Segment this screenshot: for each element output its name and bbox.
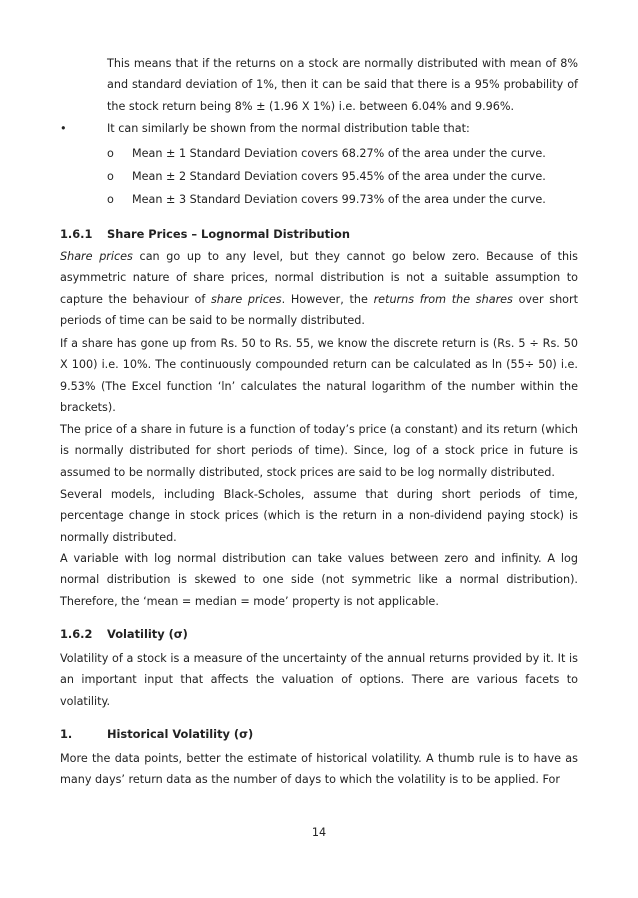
section-161-paragraph-5: A variable with log normal distribution can take values between zero and infinity. A log normal distribution is skewed to one side (not symmetric like a normal distribution). Therefore, the ‘mean = median = mode’ property is not applicable. bbox=[60, 552, 578, 608]
sub-bullet-text: Mean ± 1 Standard Deviation covers 68.27% of the area under the curve. bbox=[132, 147, 546, 160]
section-number: 1.6.2 bbox=[60, 627, 93, 641]
section-162-paragraph: Volatility of a stock is a measure of the uncertainty of the annual returns provided by it. It is an important input that affects the valuation of options. There are various facets to volatility. bbox=[60, 652, 578, 708]
section-1-paragraph: More the data points, better the estimate of historical volatility. A thumb rule is to have as many days’ return data as the number of days to which the volatility is to be applied. For bbox=[60, 752, 578, 787]
intro-paragraph: This means that if the returns on a stock are normally distributed with mean of 8% and standard deviation of 1%, then it can be said that there is a 95% probability of the stock return being 8% ± (1.96 X 1%) i.e. between 6.04% and 9.96%. bbox=[107, 57, 578, 113]
bullet-symbol: • bbox=[60, 122, 67, 135]
sub-bullet-text: Mean ± 2 Standard Deviation covers 95.45% of the area under the curve. bbox=[132, 170, 546, 183]
sub-bullet-text: Mean ± 3 Standard Deviation covers 99.73% of the area under the curve. bbox=[132, 193, 546, 206]
sub-bullet-marker: o bbox=[107, 147, 114, 160]
section-161-paragraph-3: The price of a share in future is a function of today’s price (a constant) and its return (which is normally distributed for short periods of time). Since, log of a stock price in future is assumed to be normally distributed, stock prices are said to be log normally distributed. bbox=[60, 423, 578, 479]
section-title: Volatility (σ) bbox=[107, 627, 188, 641]
page-number: 14 bbox=[311, 826, 327, 839]
bullet-text: It can similarly be shown from the normal distribution table that: bbox=[107, 122, 470, 135]
section-161-paragraph-2: If a share has gone up from Rs. 50 to Rs. 55, we know the discrete return is (Rs. 5 ÷ Rs. 50 X 100) i.e. 10%. The continuously compounded return can be calculated as ln (55÷ 50) i.e. 9.53% (The Excel function ‘ln’ calculates the natural logarithm of the number within the brackets). bbox=[60, 337, 578, 415]
section-161-paragraph-1: Share prices can go up to any level, but they cannot go below zero. Because of this asymmetric nature of share prices, normal distribution is not a suitable assumption to capture the behaviour of share prices. However, the returns from the shares over short periods of time can be said to be normally distributed. bbox=[60, 250, 578, 328]
section-title: Share Prices – Lognormal Distribution bbox=[107, 227, 350, 241]
section-number: 1.6.1 bbox=[60, 227, 93, 241]
section-161-paragraph-4: Several models, including Black-Scholes, assume that during short periods of time, percentage change in stock prices (which is the return in a non-dividend paying stock) is normally distributed. bbox=[60, 488, 578, 544]
section-number: 1. bbox=[60, 727, 73, 741]
sub-bullet-marker: o bbox=[107, 193, 114, 206]
section-title: Historical Volatility (σ) bbox=[107, 727, 254, 741]
sub-bullet-marker: o bbox=[107, 170, 114, 183]
